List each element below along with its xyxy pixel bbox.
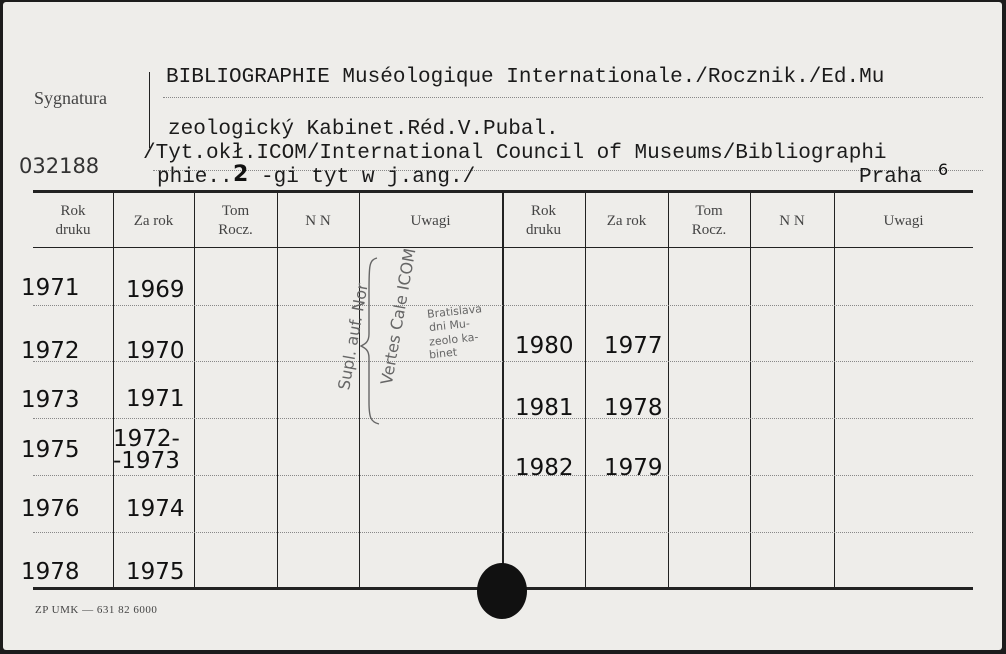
row-rule	[33, 475, 973, 476]
col-divider-5	[502, 192, 504, 587]
col-header-tom-rocz: Tom Rocz.	[218, 203, 253, 238]
row-rule	[33, 305, 973, 306]
title-line-3: /Tyt.okł.ICOM/International Council of Museums/Bibliographi	[143, 142, 887, 165]
row-rule	[33, 418, 973, 419]
note-side-3: zeolo ka-	[428, 330, 479, 349]
note-side-4: binet	[428, 345, 458, 362]
title-rule-1	[163, 97, 983, 98]
footer-print-code: ZP UMK — 631 82 6000	[35, 604, 158, 616]
rok-druku-cell: 1972	[21, 338, 80, 364]
col-header-uwagi: Uwagi	[410, 213, 451, 229]
col-header-za-rok: Za rok	[606, 213, 647, 229]
za-rok-cell-continued: -1973	[113, 448, 180, 474]
note-side-2: dni Mu-	[428, 316, 471, 335]
col-divider-1	[113, 192, 114, 587]
title-line-1: BIBLIOGRAPHIE Muséologique Internationale./Rocznik./Ed.Mu	[166, 66, 885, 89]
col-header-nn: N N	[779, 213, 805, 229]
col-divider-2	[194, 192, 195, 587]
col-header-za-rok: Za rok	[133, 213, 174, 229]
za-rok-cell: 1978	[604, 395, 663, 421]
place-superscript: 6	[938, 160, 949, 179]
title-line-2: zeologický Kabinet.Réd.V.Pubal.	[168, 118, 559, 141]
rok-druku-cell: 1975	[21, 437, 80, 463]
title-line-4b: -gi tyt w j.ang./	[261, 166, 476, 189]
sygnatura-label: Sygnatura	[34, 88, 107, 108]
header-divider	[149, 72, 150, 148]
col-divider-3	[277, 192, 278, 587]
za-rok-cell: 1970	[126, 338, 185, 364]
za-rok-cell: 1972-	[113, 426, 180, 452]
title-line-4a: phie..	[157, 166, 233, 189]
col-divider-7	[668, 192, 669, 587]
row-rule	[33, 532, 973, 533]
rok-druku-cell: 1978	[21, 559, 80, 585]
col-header-rok-druku: Rok druku	[55, 203, 91, 238]
place: Praha	[859, 166, 923, 189]
note-vertical-2: Vertes Cale ICOM	[376, 246, 420, 387]
rok-druku-cell: 1971	[21, 275, 80, 301]
col-header-uwagi: Uwagi	[883, 213, 924, 229]
col-divider-9	[834, 192, 835, 587]
rok-druku-cell: 1982	[515, 455, 574, 481]
punch-hole	[477, 563, 527, 619]
note-side-1: Bratislava	[426, 302, 483, 321]
rok-druku-cell: 1981	[515, 395, 574, 421]
col-divider-6	[585, 192, 586, 587]
za-rok-cell: 1974	[126, 496, 185, 522]
za-rok-cell: 1977	[604, 333, 663, 359]
za-rok-cell: 1969	[126, 277, 185, 303]
za-rok-cell: 1971	[126, 386, 185, 412]
za-rok-cell: 1979	[604, 455, 663, 481]
title-hand-number: 2	[233, 162, 249, 187]
call-number: 032188	[19, 154, 100, 178]
col-divider-8	[750, 192, 751, 587]
col-header-tom-rocz: Tom Rocz.	[691, 203, 727, 238]
rok-druku-cell: 1980	[515, 333, 574, 359]
rok-druku-cell: 1976	[21, 496, 80, 522]
za-rok-cell: 1975	[126, 559, 185, 585]
col-header-nn: N N	[305, 213, 331, 229]
note-vertical-1: Supl. auf. Nor	[334, 281, 372, 392]
col-header-rok-druku: Rok druku	[526, 203, 561, 238]
catalog-card	[3, 2, 1002, 650]
rok-druku-cell: 1973	[21, 387, 80, 413]
